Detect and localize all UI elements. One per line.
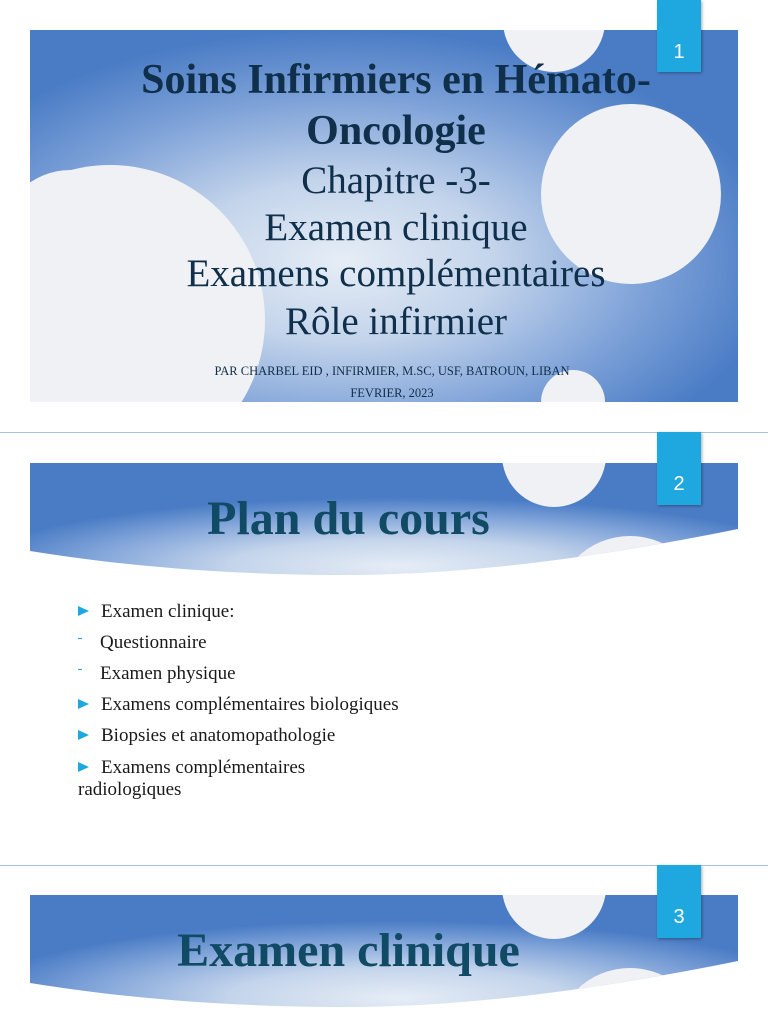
- plan-item-text: Examen physique: [100, 663, 236, 684]
- plan-item-text: Biopsies et anatomopathologie: [101, 725, 336, 746]
- plan-item: [78, 725, 335, 747]
- slide-heading: Examen clinique: [177, 924, 520, 977]
- triangle-bullet-icon: [78, 606, 89, 616]
- slide-heading: Plan du cours: [207, 492, 490, 545]
- slide-subtitle-line: Chapitre -3-: [301, 159, 491, 202]
- slide-title-line: Oncologie: [306, 108, 486, 154]
- plan-item-text: Examens complémentaires radiologiques: [78, 757, 306, 800]
- slide-number-badge: [657, 865, 701, 938]
- dash-bullet-icon: [78, 669, 82, 671]
- dash-bullet-icon: [78, 638, 82, 640]
- slide-number: 3: [673, 906, 685, 928]
- plan-item: [78, 632, 207, 654]
- slide-number-badge: [657, 432, 701, 505]
- slide-separator: [0, 865, 768, 866]
- plan-item: [78, 694, 399, 716]
- slide-title-line: Soins Infirmiers en Hémato-: [141, 57, 651, 103]
- slide-date: FEVRIER, 2023: [350, 386, 434, 400]
- plan-item-text: Examens complémentaires biologiques: [101, 694, 399, 715]
- slide-number: 2: [673, 473, 685, 495]
- triangle-bullet-icon: [78, 762, 89, 772]
- plan-item: [78, 601, 234, 623]
- triangle-bullet-icon: [78, 730, 89, 740]
- slide-separator: [0, 432, 768, 433]
- slide-number-badge: [657, 0, 701, 72]
- plan-item-text: Questionnaire: [100, 632, 207, 653]
- plan-item: [78, 757, 340, 801]
- plan-item-text: Examen clinique:: [101, 601, 235, 622]
- slide-number: 1: [673, 41, 685, 63]
- plan-item: [78, 663, 236, 685]
- slide-author: PAR CHARBEL EID , INFIRMIER, M.SC, USF, BATROUN, LIBAN: [214, 364, 570, 378]
- slide-subtitle-line: Rôle infirmier: [284, 300, 508, 343]
- slide-subtitle-line: Examens complémentaires: [186, 252, 606, 295]
- slide-subtitle-line: Examen clinique: [264, 206, 528, 249]
- triangle-bullet-icon: [78, 699, 89, 709]
